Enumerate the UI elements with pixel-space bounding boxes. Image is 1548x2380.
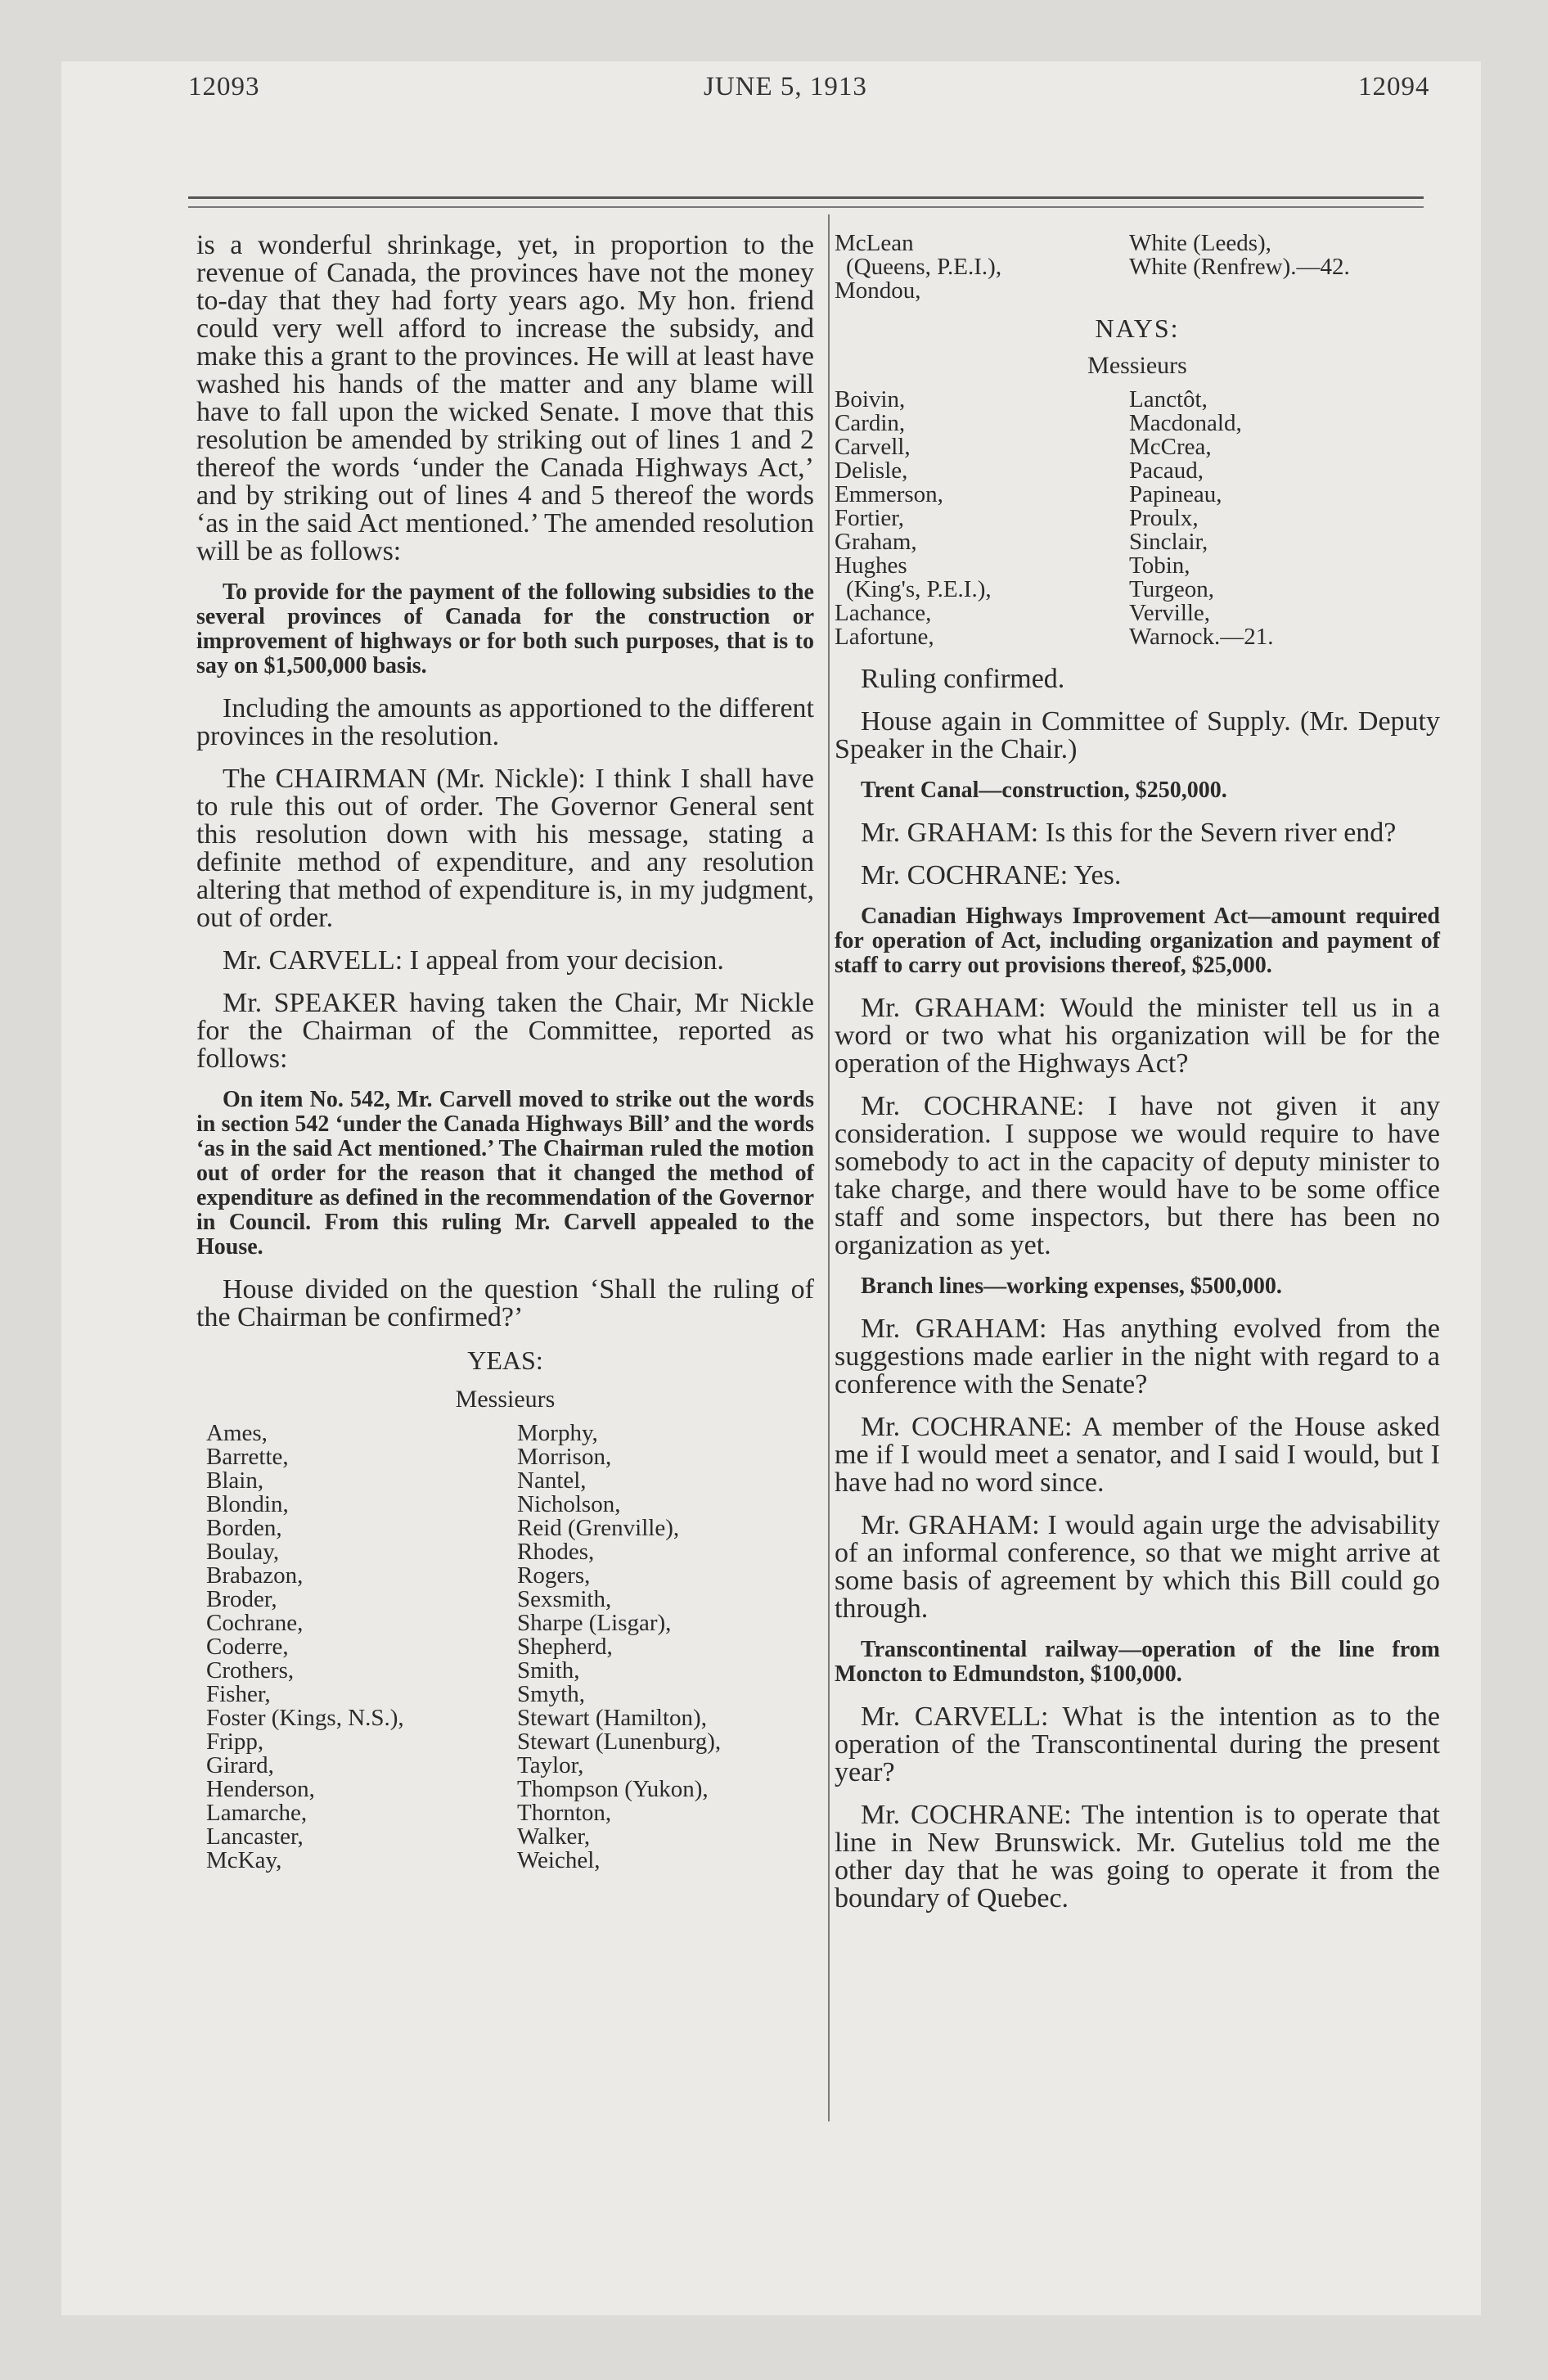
list-item: Barrette, [206,1444,289,1470]
list-item: Fripp, [206,1729,264,1755]
cochrane-answer: Mr. COCHRANE: I have not given it any consideration. I suppose we would require to have somebody to act in the capacity of deputy minister to take charge, and there would have to be some office staff and some inspectors, but there has been no organization as yet. [835,1091,1440,1260]
list-item: Morrison, [517,1444,612,1470]
list-item: White (Renfrew).—42. [1129,254,1350,280]
committee-of-supply: House again in Committee of Supply. (Mr. Deputy Speaker in the Chair.) [835,706,1440,764]
right-column [835,232,1440,1927]
list-item: (King's, P.E.I.), [846,576,992,602]
list-item: Ames, [206,1420,268,1446]
list-item: Carvell, [835,434,911,460]
list-item: Delisle, [835,458,908,484]
quoted-report: On item No. 542, Mr. Carvell moved to strike out the words in section 542 ‘under the Canada Highways Bill’ and the words ‘as in the said Act mentioned.’ The Chairman ruled the motion out of order for the reason that it changed the method of expenditure as defined in the recommendation of the Governor in Council. From this ruling Mr. Carvell appealed to the House. [196,1087,814,1260]
list-item: Thompson (Yukon), [517,1776,709,1802]
list-item: Fortier, [835,505,905,531]
list-item: Emmerson, [835,481,943,507]
ruling-confirmed: Ruling confirmed. [861,664,1065,694]
header-rule [188,196,1424,199]
column-divider [828,214,830,2121]
list-item: Nantel, [517,1467,587,1494]
list-item: Sinclair, [1129,529,1208,555]
list-item: Broder, [206,1586,277,1612]
list-item: Macdonald, [1129,410,1242,436]
list-item: Blain, [206,1467,264,1494]
speaker-report: Mr. SPEAKER having taken the Chair, Mr Nickle for the Chairman of the Committee, reported as follows: [196,988,814,1074]
cochrane-answer: Mr. COCHRANE: The intention is to operate that line in New Brunswick. Mr. Gutelius told me the other day that he was going to operate it from the boundary of Quebec. [835,1800,1440,1913]
supply-item-branch-lines: Branch lines—working expenses, $500,000. [861,1273,1282,1299]
list-item: Turgeon, [1129,576,1214,602]
list-item: McKay, [206,1847,282,1873]
list-item: Girard, [206,1752,274,1778]
list-item: McLean [835,230,914,256]
list-item: Smith, [517,1657,580,1684]
list-item: Graham, [835,529,917,555]
graham-question: Mr. GRAHAM: Has anything evolved from the suggestions made earlier in the night with regard to a conference with the Senate? [835,1314,1440,1400]
list-item: (Queens, P.E.I.), [846,254,1002,280]
list-item: Stewart (Hamilton), [517,1705,707,1731]
list-item: Lafortune, [835,624,934,650]
list-item: Cochrane, [206,1610,304,1636]
list-item: Rogers, [517,1562,591,1589]
list-item: Lanctôt, [1129,386,1208,412]
yeas-subheading: Messieurs [455,1386,556,1413]
list-item: Taylor, [517,1752,584,1778]
list-item: Reid (Grenville), [517,1515,680,1541]
yeas-continued-list [835,232,1440,303]
graham-question: Mr. GRAHAM: Would the minister tell us in a word or two what his organization will be for the operation of the Highways Act? [835,993,1440,1079]
left-column [196,232,814,1873]
cochrane-answer: Mr. COCHRANE: Yes. [861,860,1122,890]
list-item: Lancaster, [206,1823,304,1850]
list-item: Warnock.—21. [1129,624,1274,650]
nays-subheading: Messieurs [1087,352,1187,379]
list-item: Fisher, [206,1681,271,1707]
list-item: Pacaud, [1129,458,1204,484]
list-item: Foster (Kings, N.S.), [206,1705,404,1731]
nays-list [835,388,1440,649]
supply-item-highways-act: Canadian Highways Improvement Act—amount required for operation of Act, including organization and payment of staff to carry out provisions thereof, $25,000. [835,904,1440,978]
list-item: Blondin, [206,1491,289,1517]
nays-heading: NAYS: [1095,313,1180,343]
nays-list-col2 [1129,388,1273,649]
list-item: Cardin, [835,410,906,436]
yeas-heading: YEAS: [467,1346,543,1375]
list-item: Verville, [1129,600,1211,626]
list-item: Shepherd, [517,1634,613,1660]
list-item: Nicholson, [517,1491,621,1517]
yeas-list [196,1422,814,1873]
graham-remark: Mr. GRAHAM: I would again urge the advisability of an informal conference, so that we might arrive at some basis of agreement by which this Bill could go through. [835,1510,1440,1624]
list-item: Smyth, [517,1681,585,1707]
list-item: Lamarche, [206,1800,308,1826]
list-item: Sharpe (Lisgar), [517,1610,672,1636]
list-item: Morphy, [517,1420,598,1446]
list-item: Papineau, [1129,481,1222,507]
supply-item-transcontinental: Transcontinental railway—operation of the line from Moncton to Edmundston, $100,000. [835,1637,1440,1687]
list-item: Coderre, [206,1634,289,1660]
list-item: Tobin, [1129,552,1190,579]
supply-item-trent-canal: Trent Canal—construction, $250,000. [861,778,1227,803]
paragraph: Including the amounts as apportioned to the different provinces in the resolution. [196,693,814,751]
list-item: Rhodes, [517,1539,595,1565]
list-item: Boulay, [206,1539,280,1565]
paragraph: is a wonderful shrinkage, yet, in proportion to the revenue of Canada, the provinces have not the money to-day that they had forty years ago. My hon. friend could very well afford to increase the subsidy, and make this a grant to the provinces. He will at least have washed his hands of the matter and any blame will have to fall upon the wicked Senate. I move that this resolution be amended by striking out of lines 1 and 2 thereof the words ‘under the Canada Highways Act,’ and by striking out of lines 4 and 5 thereof the words ‘as in the said Act mentioned.’ The amended resolution will be as follows: [196,230,814,566]
list-item: Stewart (Lunenburg), [517,1729,722,1755]
division-question: House divided on the question ‘Shall the ruling of the Chairman be confirmed?’ [196,1274,814,1332]
yeas-list-col2 [517,1422,721,1873]
list-item: Sexsmith, [517,1586,612,1612]
cochrane-answer: Mr. COCHRANE: A member of the House asked me if I would meet a senator, and I said I would, but I have had no word since. [835,1412,1440,1498]
yeas-continued-col1 [835,232,1129,303]
list-item: Brabazon, [206,1562,304,1589]
yeas-list-col1 [196,1422,517,1873]
page-date: JUNE 5, 1913 [704,72,867,101]
list-item: Weichel, [517,1847,601,1873]
graham-question: Mr. GRAHAM: Is this for the Severn river end? [861,818,1397,848]
list-item: Hughes [835,552,907,579]
chairman-ruling: The CHAIRMAN (Mr. Nickle): I think I shall have to rule this out of order. The Governor General sent this resolution down with his message, stating a definite method of expenditure, and any resolution altering that method of expenditure is, in my judgment, out of order. [196,764,814,933]
nays-list-col1 [835,388,1129,649]
list-item: Crothers, [206,1657,295,1684]
list-item: Henderson, [206,1776,315,1802]
right-page-number: 12094 [1358,72,1430,101]
header-rule-lower [188,206,1424,208]
yeas-continued-col2 [1129,232,1350,303]
list-item: McCrea, [1129,434,1212,460]
carvell-question: Mr. CARVELL: What is the intention as to the operation of the Transcontinental during the present year? [835,1702,1440,1787]
list-item: Boivin, [835,386,906,412]
list-item: White (Leeds), [1129,230,1271,256]
left-page-number: 12093 [188,72,260,101]
carvell-appeal: Mr. CARVELL: I appeal from your decision. [223,945,724,976]
list-item: Borden, [206,1515,282,1541]
quoted-resolution: To provide for the payment of the following subsidies to the several provinces of Canada for the construction or improvement of highways or for both such purposes, that is to say on $1,500,000 basis. [196,579,814,678]
list-item: Walker, [517,1823,591,1850]
list-item: Mondou, [835,277,921,304]
list-item: Lachance, [835,600,932,626]
list-item: Proulx, [1129,505,1199,531]
list-item: Thornton, [517,1800,612,1826]
